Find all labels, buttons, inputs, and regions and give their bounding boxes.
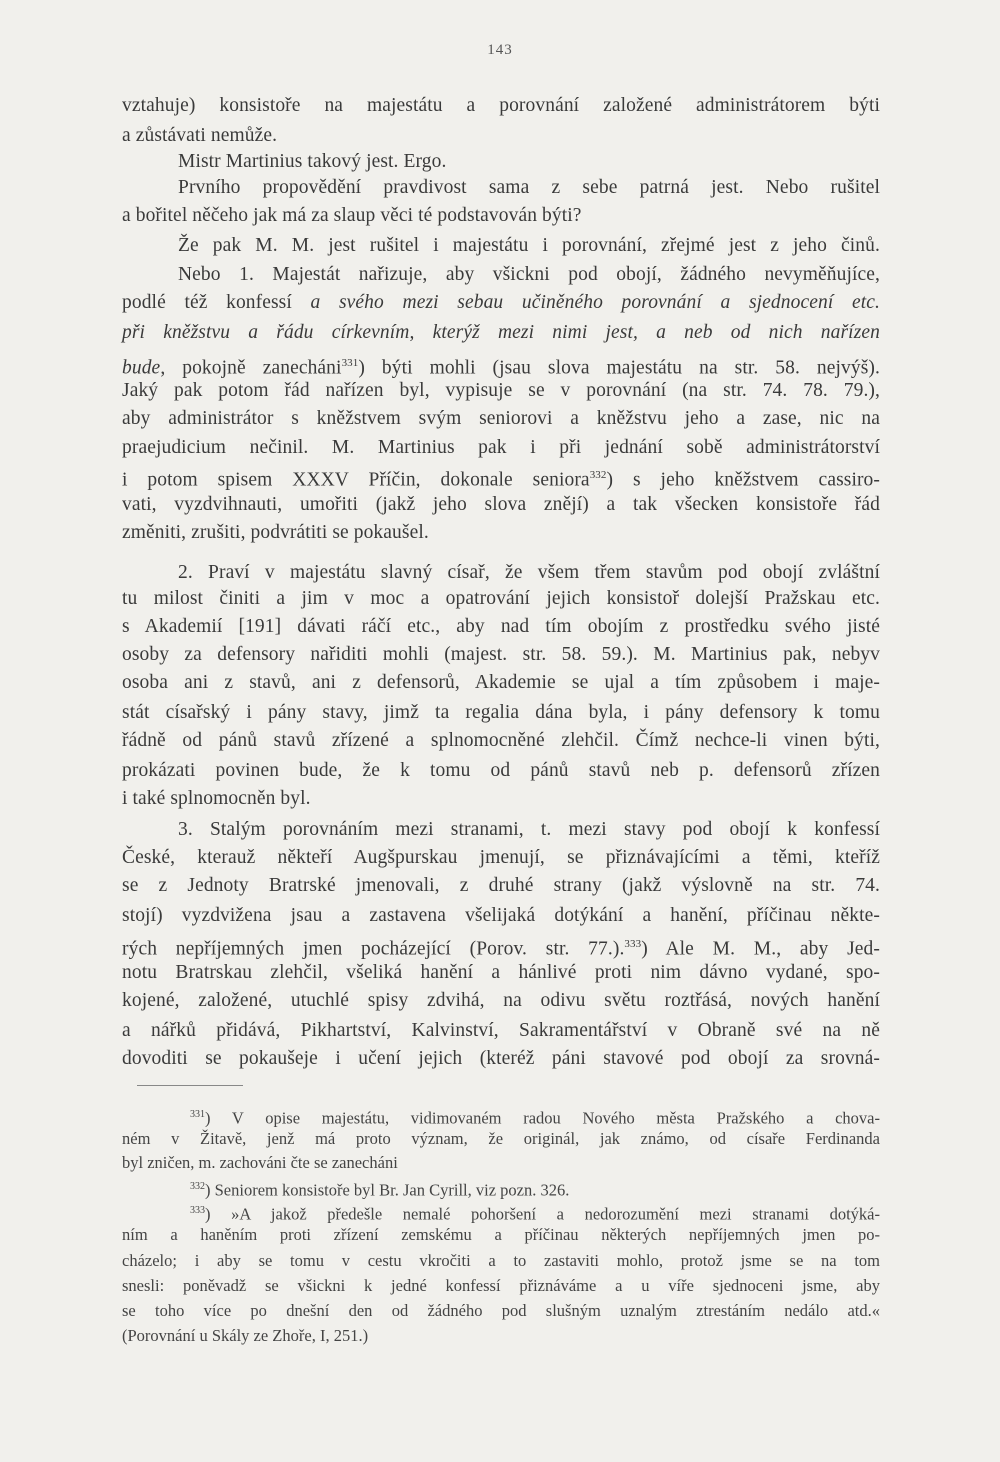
text-line: České, kterauž někteří Augšpurskau jmenují, se přiznávajícími a těmi, kteříž — [122, 847, 880, 868]
text-line — [122, 290, 880, 316]
text-span: ) Seniorem konsistoře byl Br. Jan Cyrill, viz pozn. 326. — [205, 1180, 570, 1200]
text-line: tu milost činiti a jim v moc a opatrování jejich konsistoř dolejší Pražskau etc. — [122, 588, 880, 609]
text-line — [122, 350, 880, 382]
text-line: 3. Stalým porovnáním mezi stranami, t. mezi stavy pod obojí k konfessí — [178, 819, 880, 840]
text-line: a bořitel něčeho jak má za slaup věci té podstavován býti? — [122, 205, 582, 226]
text-span: ) Ale M. M., aby Jed- — [641, 938, 880, 960]
text-line: Mistr Martinius takový jest. Ergo. — [178, 151, 447, 172]
text-line: Nebo 1. Majestát nařizuje, aby všickni pod obojí, žádného nevyměňujíce, — [178, 264, 880, 285]
footnote-line: se toho více po dnešní den od žádného pod slušným uznalým ztrestáním nedálo atd.« — [122, 1301, 880, 1320]
footnote-number: 333 — [190, 1205, 205, 1216]
footnote-line: ním a haněním proti zřízení zemskému a příčinau některých nepříjemných jmen po- — [122, 1225, 880, 1244]
text-line: notu Bratrskau zlehčil, všeliká hanění a hánlivé proti nim dávno vydané, spo- — [122, 962, 880, 983]
text-span: i potom spisem XXXV Příčin, dokonale seniora — [122, 469, 590, 491]
footnote-line: snesli: poněvadž se všickni k jedné konfessí přiznáváme a u víře sjednoceni jsme, aby — [122, 1276, 880, 1295]
text-line: aby administrátor s kněžstvem svým seniorovi a kněžstvu jeho a zase, nic na — [122, 408, 880, 429]
footnote-ref: 333 — [624, 938, 642, 950]
text-line — [122, 320, 880, 346]
text-line: stojí) vyzdvižena jsau a zastavena všelijaká dotýkání a hanění, příčinau někte- — [122, 905, 880, 926]
text-line: Jaký pak potom řád nařízen byl, vypisuje se v porovnání (na str. 74. 78. 79.), — [122, 380, 880, 401]
text-line: a nářků přidává, Pikhartství, Kalvinství, Sakramentářství v Obraně své na ně — [122, 1020, 880, 1041]
text-line: 2. Praví v majestátu slavný císař, že všem třem stavům pod obojí zvláštní — [178, 562, 880, 583]
footnote-line: cházelo; i aby se tomu v cestu vkročiti a to zastaviti mohlo, protož jsme se na tom — [122, 1251, 880, 1270]
text-line — [122, 931, 880, 963]
text-line: i také splnomocněn byl. — [122, 788, 311, 809]
text-span: ) s jeho kněžstvem cassiro- — [606, 469, 881, 491]
footnote-number: 331 — [190, 1109, 205, 1120]
text-line: osoba ani z stavů, ani z defensorů, Akademie se ujal a tím způsobem i maje- — [122, 672, 880, 693]
text-line: řádně od pánů stavů zřízené a splnomocněné zlehčil. Čímž nechce-li vinen býti, — [122, 730, 880, 751]
text-line: dovoditi se pokaušeje i učení jejich (kteréž páni stavové pod obojí za srovná- — [122, 1048, 880, 1069]
italic-quote: při kněžstvu a řádu církevním, kterýž mezi nimi jest, a neb od nich nařízen — [122, 322, 880, 343]
footnote-ref: 331 — [341, 357, 359, 369]
italic-quote: bude — [122, 357, 161, 379]
footnote-line: byl zničen, m. zachováni čte se zanecháni — [122, 1153, 398, 1172]
footnote-ref: 332 — [589, 469, 607, 481]
page-number: 143 — [487, 42, 513, 58]
footnote-line — [190, 1176, 880, 1201]
text-line: vati, vyzdvihnauti, umořiti (jakž jeho slova znějí) a tak všecken konsistoře řád — [122, 494, 880, 515]
footnote-number: 332 — [190, 1181, 205, 1192]
italic-quote: a svého mezi sebau učiněného porovnání a sjednocení etc. — [310, 292, 880, 313]
text-span: rých nepříjemných jmen pocházející (Porov. str. 77.). — [122, 938, 625, 960]
text-line: vztahuje) konsistoře na majestátu a porovnání založené administrátorem býti — [122, 95, 880, 116]
text-span: ) »A jakož předešle nemalé pohoršení a nedorozumění mezi stranami dotýká- — [205, 1204, 880, 1224]
text-line: praejudicium nečinil. M. Martinius pak i při jednání sobě administrátorství — [122, 437, 880, 458]
text-line: změniti, zrušiti, podvrátiti se pokaušel. — [122, 522, 429, 543]
text-span: ) býti mohli (jsau slova majestátu na str. 58. nejvýš). — [358, 357, 881, 379]
footnote-line: (Porovnání u Skály ze Zhoře, I, 251.) — [122, 1326, 369, 1345]
text-span: , pokojně zanecháni — [160, 357, 342, 379]
text-span: ) V opise majestátu, vidimovaném radou Nového města Pražského a chova- — [205, 1108, 880, 1128]
footnote-line — [190, 1104, 880, 1129]
footnote-divider — [137, 1085, 243, 1086]
text-line: osoby za defensory nařiditi mohli (majest. str. 58. 59.). M. Martinius pak, nebyv — [122, 644, 880, 665]
text-line: s Akademií [191] dávati ráčí etc., aby nad tím obojím z prostředku svého jisté — [122, 616, 880, 637]
footnote-line — [190, 1200, 880, 1225]
text-line: se z Jednoty Bratrské jmenovali, z druhé strany (jakž výslovně na str. 74. — [122, 875, 880, 896]
text-span: podlé též konfessí — [122, 292, 311, 313]
text-line: stát císařský i pány stavy, jimž ta regalia dána byla, i pány defensory k tomu — [122, 702, 880, 723]
text-line: Prvního propovědění pravdivost sama z sebe patrná jest. Nebo rušitel — [178, 177, 880, 198]
footnote-line: ném v Žitavě, jenž má proto význam, že originál, jak známo, od císaře Ferdinanda — [122, 1129, 880, 1148]
text-line — [122, 462, 880, 494]
text-line: a zůstávati nemůže. — [122, 125, 278, 146]
text-line: prokázati povinen bude, že k tomu od pánů stavů neb p. defensorů zřízen — [122, 760, 880, 781]
text-line: kojené, založené, utuchlé spisy zdvihá, na odivu světu roztřásá, nových hanění — [122, 990, 880, 1011]
text-line: Že pak M. M. jest rušitel i majestátu i porovnání, zřejmé jest z jeho činů. — [178, 235, 880, 256]
